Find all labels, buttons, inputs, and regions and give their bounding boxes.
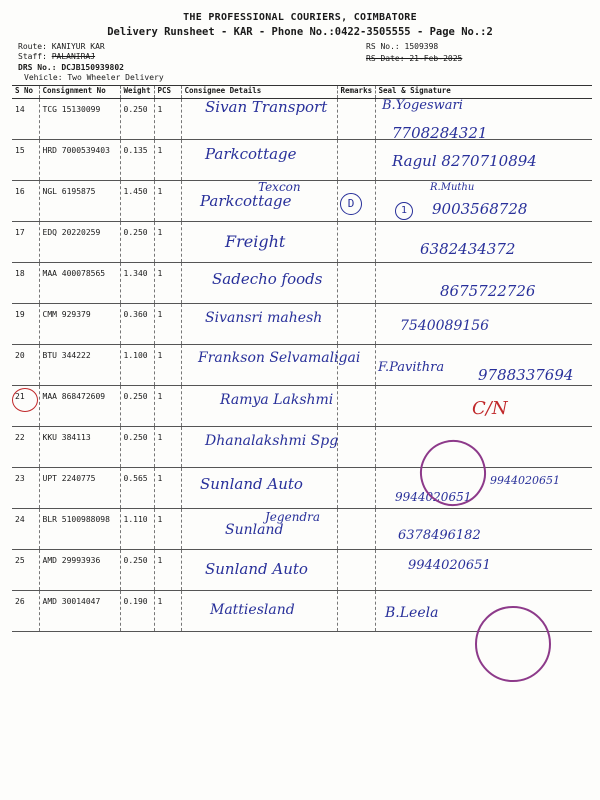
mark-circle-1: 1 (395, 202, 413, 220)
cell-remarks (337, 140, 375, 181)
cell-pcs: 1 (154, 468, 181, 509)
cell-remarks (337, 550, 375, 591)
cell-weight: 0.250 (120, 550, 154, 591)
cell-pcs: 1 (154, 99, 181, 140)
signature-23b: 9944020651 (395, 490, 472, 504)
row-21-circle (12, 388, 38, 412)
consignee-21: Ramya Lakshmi (220, 392, 334, 408)
cell-remarks (337, 468, 375, 509)
signature-20a: F.Pavithra (378, 360, 445, 375)
consignee-16b: Parkcottage (200, 192, 292, 210)
col-weight: Weight (120, 86, 154, 99)
consignee-18: Sadecho foods (212, 270, 323, 288)
cell-weight: 1.110 (120, 509, 154, 550)
signature-15: Ragul 8270710894 (392, 152, 537, 170)
signature-26: B.Leela (385, 605, 439, 621)
staff-value: PALANIRAJ (51, 52, 96, 61)
col-signature: Seal & Signature (375, 86, 592, 99)
cell-sno: 26 (12, 591, 39, 632)
company-stamp-bottom (475, 606, 551, 682)
cell-pcs: 1 (154, 181, 181, 222)
cell-consignment: EDQ 20220259 (39, 222, 120, 263)
col-sno: S No (12, 86, 39, 99)
consignee-15: Parkcottage (205, 145, 297, 163)
consignee-16a: Texcon (258, 180, 301, 194)
consignee-19: Sivansri mahesh (205, 310, 323, 326)
cell-consignment: AMD 29993936 (39, 550, 120, 591)
cell-sno: 23 (12, 468, 39, 509)
consignee-17: Freight (225, 232, 286, 251)
signature-17: 6382434372 (420, 240, 516, 258)
cell-consignment: CMM 929379 (39, 304, 120, 345)
consignee-20: Frankson Selvamaligai (198, 350, 361, 366)
cell-sno: 19 (12, 304, 39, 345)
table-header (12, 86, 592, 99)
cell-sno: 25 (12, 550, 39, 591)
consignee-26: Mattiesland (210, 602, 295, 618)
cell-pcs: 1 (154, 591, 181, 632)
cell-weight: 0.360 (120, 304, 154, 345)
cell-sno: 16 (12, 181, 39, 222)
cell-sno: 18 (12, 263, 39, 304)
cell-pcs: 1 (154, 222, 181, 263)
cell-weight: 0.135 (120, 140, 154, 181)
rs-date: RS Date: 21-Feb-2025 (366, 54, 463, 63)
consignee-24a: Jegendra (265, 510, 320, 524)
cell-pcs: 1 (154, 304, 181, 345)
cell-pcs: 1 (154, 386, 181, 427)
col-consignment: Consignment No (39, 86, 120, 99)
consignee-25: Sunland Auto (205, 560, 308, 578)
route-label: Route: KANIYUR KAR (18, 42, 105, 51)
cell-consignment: KKU 384113 (39, 427, 120, 468)
company-title: THE PROFESSIONAL COURIERS, COIMBATORE (183, 12, 417, 23)
cell-sno: 21 (12, 386, 39, 427)
col-remarks: Remarks (337, 86, 375, 99)
cell-pcs: 1 (154, 550, 181, 591)
cell-remarks (337, 263, 375, 304)
signature-21: C/N (472, 398, 508, 419)
consignee-24b: Sunland (225, 522, 284, 538)
runsheet-subtitle: Delivery Runsheet - KAR - Phone No.:0422-3505555 - Page No.:2 (107, 26, 493, 38)
cell-pcs: 1 (154, 509, 181, 550)
cell-weight: 0.565 (120, 468, 154, 509)
cell-pcs: 1 (154, 345, 181, 386)
cell-weight: 1.450 (120, 181, 154, 222)
staff-label (18, 52, 95, 61)
cell-weight: 0.250 (120, 99, 154, 140)
cell-sno: 17 (12, 222, 39, 263)
cell-sno: 22 (12, 427, 39, 468)
signature-25: 9944020651 (408, 558, 491, 573)
staff-prefix: Staff: (18, 52, 52, 61)
cell-consignment: BLR 5100988098 (39, 509, 120, 550)
cell-sno: 14 (12, 99, 39, 140)
cell-remarks (337, 222, 375, 263)
cell-weight: 0.250 (120, 222, 154, 263)
cell-weight: 0.250 (120, 427, 154, 468)
cell-consignment: NGL 6195875 (39, 181, 120, 222)
cell-remarks (337, 509, 375, 550)
cell-remarks (337, 591, 375, 632)
cell-consignment: BTU 344222 (39, 345, 120, 386)
signature-23a: 9944020651 (490, 474, 560, 487)
signature-18: 8675722726 (440, 282, 536, 300)
cell-sno: 24 (12, 509, 39, 550)
cell-weight: 0.250 (120, 386, 154, 427)
signature-20b: 9788337694 (478, 366, 574, 384)
cell-weight: 1.340 (120, 263, 154, 304)
signature-19: 7540089156 (400, 318, 490, 334)
cell-pcs: 1 (154, 263, 181, 304)
cell-remarks (337, 386, 375, 427)
consignee-14: Sivan Transport (205, 98, 328, 116)
cell-consignment: AMD 30014047 (39, 591, 120, 632)
cell-pcs: 1 (154, 140, 181, 181)
cell-remarks (337, 99, 375, 140)
cell-consignment: TCG 15130099 (39, 99, 120, 140)
signature-24: 6378496182 (398, 528, 481, 543)
cell-remarks (337, 427, 375, 468)
signature-16a: R.Muthu (430, 182, 475, 193)
cell-consignment: MAA 400078565 (39, 263, 120, 304)
col-pcs: PCS (154, 86, 181, 99)
rs-number: RS No.: 1509398 (366, 42, 439, 51)
cell-consignment: HRD 7000539403 (39, 140, 120, 181)
cell-weight: 0.190 (120, 591, 154, 632)
signature-16b: 9003568728 (432, 200, 528, 218)
cell-remarks (337, 304, 375, 345)
cell-sno: 20 (12, 345, 39, 386)
mark-circle-d: D (340, 193, 362, 215)
cell-sno: 15 (12, 140, 39, 181)
consignee-22: Dhanalakshmi Spg (205, 433, 339, 449)
cell-weight: 1.100 (120, 345, 154, 386)
signature-14b: 7708284321 (392, 124, 488, 142)
signature-14a: B.Yogeswari (382, 98, 463, 113)
col-consignee: Consignee Details (181, 86, 337, 99)
cell-consignment: UPT 2240775 (39, 468, 120, 509)
cell-pcs: 1 (154, 427, 181, 468)
consignee-23: Sunland Auto (200, 475, 303, 493)
cell-consignment: MAA 868472609 (39, 386, 120, 427)
drs-number: DRS No.: DCJB150939802 (18, 63, 124, 72)
vehicle-label: Vehicle: Two Wheeler Delivery (24, 73, 164, 82)
